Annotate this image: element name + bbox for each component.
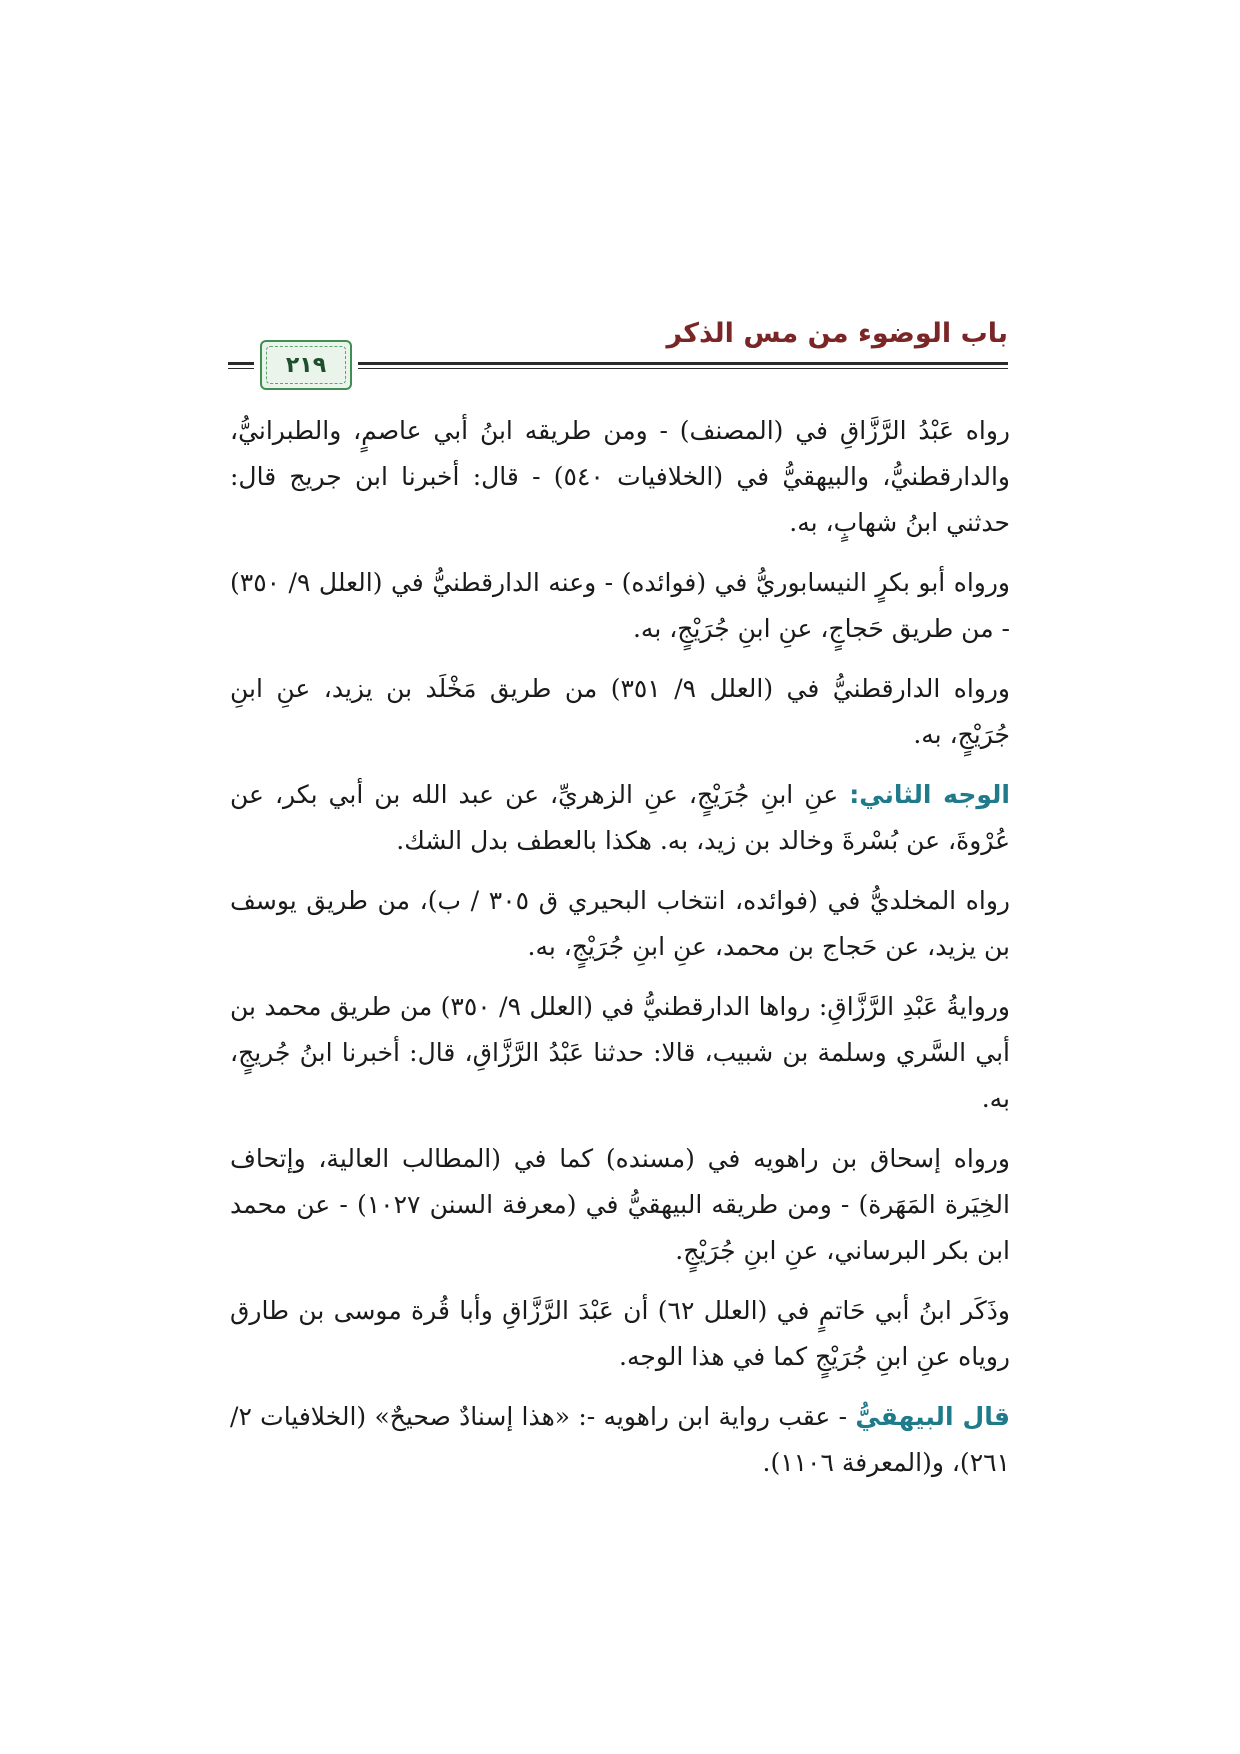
chapter-title: باب الوضوء من مس الذكر xyxy=(666,318,1008,349)
header-rule-left-thin xyxy=(228,368,254,369)
header-rule xyxy=(358,362,1008,365)
paragraph-text: - عقب رواية ابن راهويه -: «هذا إسنادٌ صحيحٌ» (الخلافيات ٢/ ٢٦١)، و(المعرفة ١١٠٦). xyxy=(230,1402,1010,1477)
page-number-badge xyxy=(260,340,352,390)
page-header xyxy=(228,318,1008,388)
paragraph-text: ورواه الدارقطنيُّ في (العلل ٩/ ٣٥١) من طريق مَخْلَد بن يزيد، عنِ ابنِ جُرَيْجٍ، به. xyxy=(230,674,1010,749)
paragraph xyxy=(230,408,1010,546)
paragraph xyxy=(230,772,1010,864)
paragraph-lead: الوجه الثاني: xyxy=(849,780,1010,809)
header-rule-left xyxy=(228,362,254,365)
paragraph-text: رواه المخلديُّ في (فوائده، انتخاب البحيري ق ٣٠٥ / ب)، من طريق يوسف بن يزيد، عن حَجاج بن محمد، عنِ ابنِ جُرَيْجٍ، به. xyxy=(230,886,1010,961)
paragraph-text: ورواه إسحاق بن راهويه في (مسنده) كما في (المطالب العالية، وإتحاف الخِيَرة المَهَرة) - ومن طريقه البيهقيُّ في (معرفة السنن ١٠٢٧) - عن محمد ابن بكر البرساني، عنِ ابنِ جُرَيْجٍ. xyxy=(230,1144,1011,1265)
paragraph-text: عنِ ابنِ جُرَيْجٍ، عنِ الزهريِّ، عن عبد الله بن أبي بكر، عن عُرْوةَ، عن بُسْرةَ وخالد بن زيد، به. هكذا بالعطف بدل الشك. xyxy=(230,780,1010,855)
paragraph xyxy=(230,984,1010,1122)
header-rule-thin xyxy=(358,368,1008,369)
paragraph xyxy=(230,560,1010,652)
paragraph-lead: قال البيهقيُّ xyxy=(855,1402,1011,1431)
page-number: ٢١٩ xyxy=(285,352,327,378)
paragraph-text: وروايةُ عَبْدِ الرَّزَّاقِ: رواها الدارقطنيُّ في (العلل ٩/ ٣٥٠) من طريق محمد بن أبي السَّري وسلمة بن شبيب، قالا: حدثنا عَبْدُ الرَّزَّاقِ، قال: أخبرنا ابنُ جُريجٍ، به. xyxy=(230,992,1010,1113)
paragraph xyxy=(230,1136,1010,1274)
paragraph-text: وذَكَر ابنُ أبي حَاتمٍ في (العلل ٦٢) أن عَبْدَ الرَّزَّاقِ وأبا قُرة موسى بن طارق روياه عنِ ابنِ جُرَيْجٍ كما في هذا الوجه. xyxy=(230,1296,1010,1371)
paragraph xyxy=(230,666,1010,758)
paragraph xyxy=(230,1394,1010,1486)
paragraph xyxy=(230,1288,1010,1380)
paragraph-text: ورواه أبو بكرٍ النيسابوريُّ في (فوائده) - وعنه الدارقطنيُّ في (العلل ٩/ ٣٥٠) - من طريق حَجاجٍ، عنِ ابنِ جُرَيْجٍ، به. xyxy=(230,568,1010,643)
body-text xyxy=(230,408,1010,1500)
paragraph-text: رواه عَبْدُ الرَّزَّاقِ في (المصنف) - ومن طريقه ابنُ أبي عاصمٍ، والطبرانيُّ، والدارقطنيُّ، والبيهقيُّ في (الخلافيات ٥٤٠) - قال: أخبرنا ابن جريج قال: حدثني ابنُ شهابٍ، به. xyxy=(230,416,1010,537)
paragraph xyxy=(230,878,1010,970)
